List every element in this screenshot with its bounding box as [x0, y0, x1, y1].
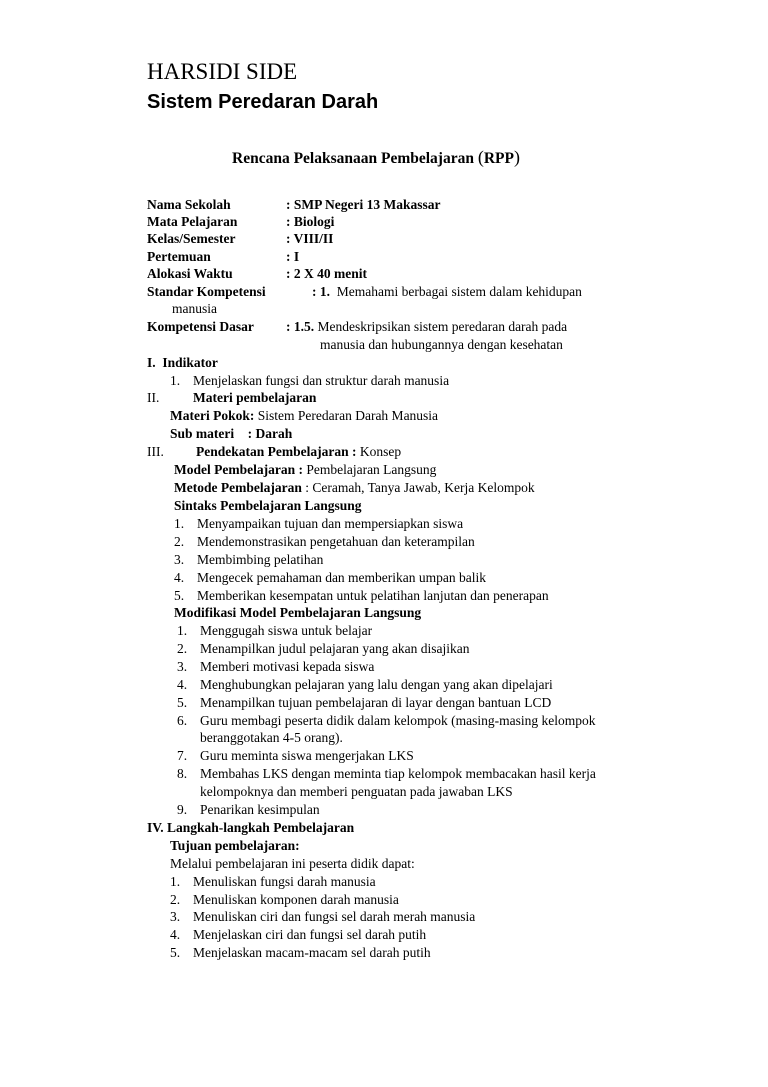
item-number: 5. — [177, 695, 188, 710]
item-text: Memberikan kesempatan untuk pelatihan lanjutan dan penerapan — [197, 588, 549, 603]
list-item — [177, 658, 374, 675]
item-text: Memberi motivasi kepada siswa — [200, 659, 375, 674]
list-item — [170, 926, 426, 943]
item-number: 3. — [170, 909, 181, 924]
kd-label: Kompetensi Dasar — [147, 319, 254, 334]
list-item — [170, 944, 431, 961]
item-number: 6. — [177, 713, 188, 728]
section-1-numeral: I. — [147, 355, 156, 370]
item-text: Menampilkan judul pelajaran yang akan disajikan — [200, 641, 470, 656]
item-number: 3. — [177, 659, 188, 674]
item-text: Menjelaskan ciri dan fungsi sel darah putih — [193, 927, 427, 942]
section-4-title: Langkah-langkah Pembelajaran — [167, 820, 355, 835]
list-item — [174, 515, 463, 532]
class-value: : VIII/II — [286, 231, 334, 246]
model-value: Pembelajaran Langsung — [306, 462, 437, 477]
indikator-item — [170, 372, 449, 389]
item-number: 4. — [170, 927, 181, 942]
list-item — [174, 533, 475, 550]
sk-colon: : 1. — [312, 284, 330, 299]
meeting-value: : I — [286, 249, 300, 264]
school-value: : SMP Negeri 13 Makassar — [286, 197, 441, 212]
item-number: 8. — [177, 766, 188, 781]
item-text: Menuliskan fungsi darah manusia — [193, 874, 376, 889]
method — [174, 479, 535, 496]
item-number: 1. — [170, 874, 181, 889]
goal-intro: Melalui pembelajaran ini peserta didik dapat: — [170, 856, 415, 871]
item-number: 2. — [177, 641, 188, 656]
item-text: Mengecek pemahaman dan memberikan umpan balik — [197, 570, 487, 585]
title-abbr: RPP — [483, 150, 514, 167]
item-text: Menjelaskan macam-macam sel darah putih — [193, 945, 431, 960]
item-text: Guru meminta siswa mengerjakan LKS — [200, 748, 414, 763]
list-item-continuation — [177, 729, 343, 746]
section-4-heading — [147, 819, 354, 836]
list-item — [177, 712, 596, 729]
method-label: Metode Pembelajaran — [174, 480, 302, 495]
document-title: Rencana Pelaksanaan Pembelajaran (RPP) — [232, 147, 520, 167]
section-2-title: Materi pembelajaran — [193, 390, 317, 405]
item-number: 9. — [177, 802, 188, 817]
class-label: Kelas/Semester — [147, 231, 236, 246]
item-text: Menampilkan tujuan pembelajaran di layar dengan bantuan LCD — [200, 695, 552, 710]
section-1-heading — [147, 354, 218, 371]
syntax-heading: Sintaks Pembelajaran Langsung — [174, 498, 362, 513]
method-value: : Ceramah, Tanya Jawab, Kerja Kelompok — [305, 480, 535, 495]
item-text: Mendemonstrasikan pengetahuan dan keterampilan — [197, 534, 475, 549]
approach — [196, 443, 401, 460]
item-text: beranggotakan 4-5 orang). — [200, 730, 343, 745]
approach-value: Konsep — [359, 444, 402, 459]
item-text: Menuliskan ciri dan fungsi sel darah merah manusia — [193, 909, 476, 924]
section-3-numeral: III. — [147, 444, 164, 459]
author-name: HARSIDI SIDE — [147, 59, 298, 84]
item-number: 5. — [174, 588, 185, 603]
list-item — [177, 747, 414, 764]
item-text: Membimbing pelatihan — [197, 552, 324, 567]
item-number: 1. — [177, 623, 188, 638]
section-4-numeral: IV. — [147, 820, 164, 835]
sk-label: Standar Kompetensi — [147, 284, 266, 299]
kd-value — [286, 318, 567, 335]
item-number: 1. — [170, 373, 181, 388]
item-number: 2. — [170, 892, 181, 907]
list-item — [174, 569, 486, 586]
item-text: Penarikan kesimpulan — [200, 802, 320, 817]
list-item — [177, 765, 596, 782]
item-number: 3. — [174, 552, 185, 567]
list-item-continuation — [177, 783, 513, 800]
materi-pokok-value: Sistem Peredaran Darah Manusia — [257, 408, 439, 423]
item-number: 1. — [174, 516, 185, 531]
list-item — [177, 801, 320, 818]
materi-pokok-label: Materi Pokok: — [170, 408, 255, 423]
item-number: 7. — [177, 748, 188, 763]
sub-materi-value: : Darah — [247, 426, 293, 441]
kd-colon: : 1.5. — [286, 319, 315, 334]
goal-heading: Tujuan pembelajaran: — [170, 838, 300, 853]
school-label: Nama Sekolah — [147, 197, 231, 212]
list-item — [177, 676, 553, 693]
item-number: 2. — [174, 534, 185, 549]
sub-materi — [170, 425, 292, 442]
list-item — [170, 891, 399, 908]
subject-label: Mata Pelajaran — [147, 214, 238, 229]
section-1-title: Indikator — [162, 355, 218, 370]
item-number: 5. — [170, 945, 181, 960]
model — [174, 461, 436, 478]
materi-pokok — [170, 407, 438, 424]
time-label: Alokasi Waktu — [147, 266, 233, 281]
list-item — [177, 622, 372, 639]
item-text: Membahas LKS dengan meminta tiap kelompok membacakan hasil kerja — [200, 766, 596, 781]
meeting-label: Pertemuan — [147, 249, 211, 264]
section-2-numeral: II. — [147, 390, 160, 405]
sk-text: Memahami berbagai sistem dalam kehidupan — [336, 284, 582, 299]
list-item — [177, 640, 470, 657]
item-text: Menjelaskan fungsi dan struktur darah manusia — [193, 373, 450, 388]
title-text: Rencana Pelaksanaan Pembelajaran — [232, 150, 474, 167]
sk-value — [312, 283, 582, 300]
item-number: 4. — [174, 570, 185, 585]
list-item — [174, 587, 549, 604]
list-item — [170, 908, 475, 925]
subject-value: : Biologi — [286, 214, 335, 229]
sub-materi-label: Sub materi — [170, 426, 235, 441]
time-value: : 2 X 40 menit — [286, 266, 367, 281]
model-label: Model Pembelajaran : — [174, 462, 303, 477]
modification-heading: Modifikasi Model Pembelajaran Langsung — [174, 605, 422, 620]
item-text: Menuliskan komponen darah manusia — [193, 892, 399, 907]
item-text: Menghubungkan pelajaran yang lalu dengan yang akan dipelajari — [200, 677, 553, 692]
list-item — [177, 694, 551, 711]
kd-continuation: manusia dan hubungannya dengan kesehatan — [320, 337, 563, 352]
item-text: Menyampaikan tujuan dan mempersiapkan siswa — [197, 516, 464, 531]
kd-text: Mendeskripsikan sistem peredaran darah pada — [317, 319, 568, 334]
list-item — [174, 551, 323, 568]
list-item — [170, 873, 376, 890]
item-text: kelompoknya dan memberi penguatan pada jawaban LKS — [200, 784, 513, 799]
item-text: Menggugah siswa untuk belajar — [200, 623, 373, 638]
sk-continuation: manusia — [172, 301, 217, 316]
document-subtitle: Sistem Peredaran Darah — [147, 91, 379, 113]
approach-label: Pendekatan Pembelajaran : — [196, 444, 357, 459]
item-number: 4. — [177, 677, 188, 692]
item-text: Guru membagi peserta didik dalam kelompok (masing-masing kelompok — [200, 713, 596, 728]
